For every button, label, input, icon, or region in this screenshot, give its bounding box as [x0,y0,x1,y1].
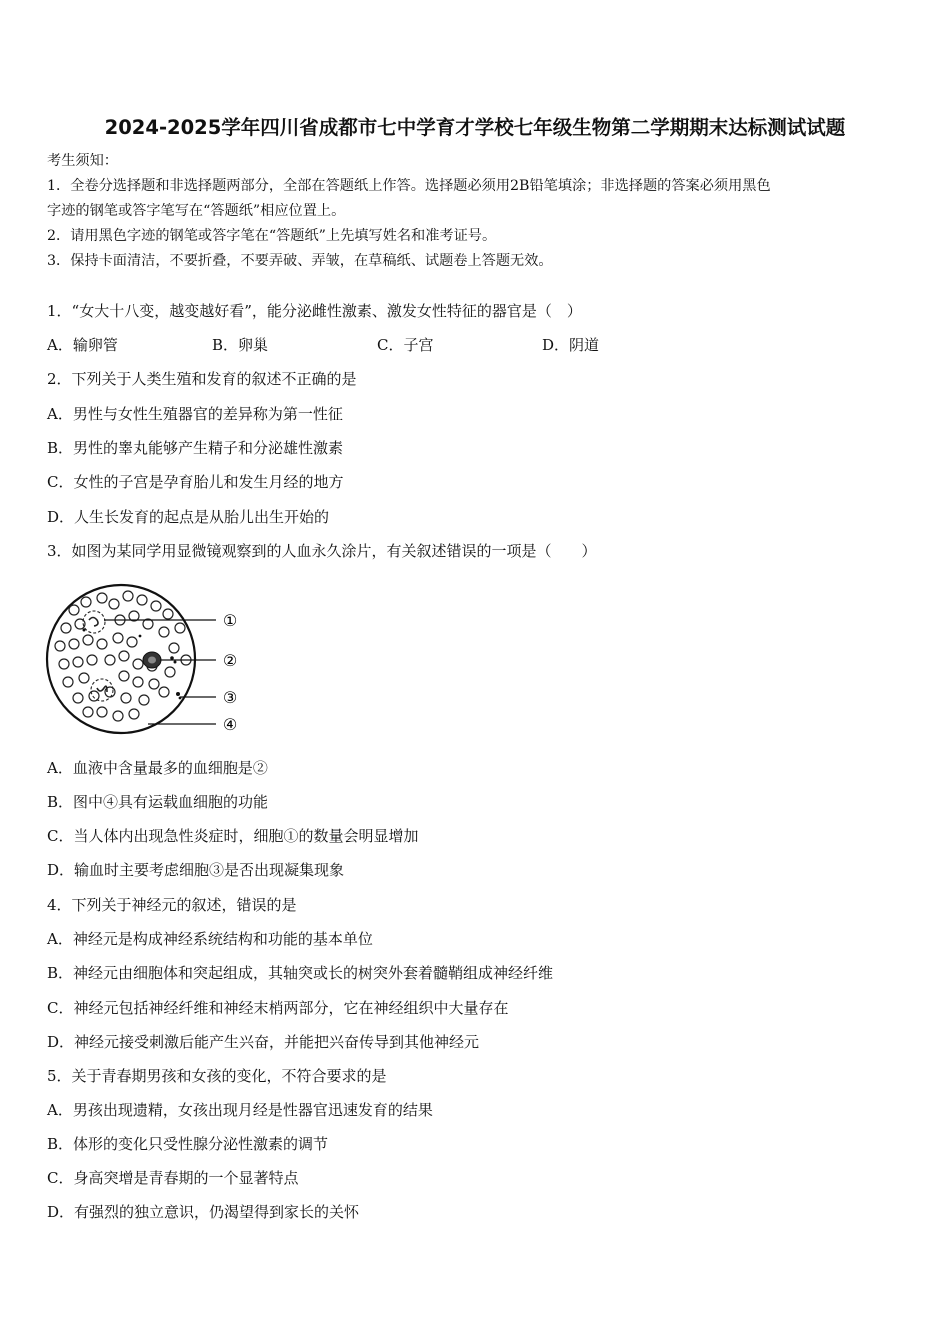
option-d[interactable]: D．输血时主要考虑细胞③是否出现凝集现象 [47,861,345,879]
option-d[interactable]: D．阴道 [542,336,600,354]
blood-smear-figure [44,580,254,740]
option-d[interactable]: D．人生长发育的起点是从胎儿出生开始的 [47,508,330,526]
label-4: ④ [222,715,238,734]
option-a[interactable]: A．男孩出现遗精，女孩出现月经是性器官迅速发育的结果 [47,1101,433,1119]
option-d[interactable]: D．有强烈的独立意识，仍渴望得到家长的关怀 [47,1203,360,1221]
label-3: ③ [222,688,238,707]
question-1-stem: 1．“女大十八变，越变越好看”，能分泌雌性激素、激发女性特征的器官是（ ） [47,302,582,320]
option-b[interactable]: B．神经元由细胞体和突起组成，其轴突或长的树突外套着髓鞘组成神经纤维 [47,964,554,982]
notice-item: 2．请用黑色字迹的钢笔或答字笔在“答题纸”上先填写姓名和准考证号。 [47,228,497,244]
notice-item: 3．保持卡面清洁，不要折叠，不要弄破、弄皱，在草稿纸、试题卷上答题无效。 [47,253,553,269]
option-a[interactable]: A．神经元是构成神经系统结构和功能的基本单位 [47,930,373,948]
option-a[interactable]: A．男性与女性生殖器官的差异称为第一性征 [47,405,343,423]
option-a[interactable]: A．输卵管 [47,336,118,354]
option-c[interactable]: C．子宫 [377,336,434,354]
notice-item: 字迹的钢笔或答字笔写在“答题纸”相应位置上。 [47,203,346,219]
option-a[interactable]: A．血液中含量最多的血细胞是② [47,759,268,777]
option-d[interactable]: D．神经元接受刺激后能产生兴奋，并能把兴奋传导到其他神经元 [47,1033,480,1051]
option-b[interactable]: B．卵巢 [212,336,269,354]
question-3-stem: 3．如图为某同学用显微镜观察到的人血永久涂片，有关叙述错误的一项是（ ） [47,542,597,560]
question-4-stem: 4．下列关于神经元的叙述，错误的是 [47,896,297,914]
option-c[interactable]: C．身高突增是青春期的一个显著特点 [47,1169,299,1187]
question-1-options [47,335,907,355]
option-c[interactable]: C．女性的子宫是孕育胎儿和发生月经的地方 [47,473,344,491]
notice-item: 1．全卷分选择题和非选择题两部分，全部在答题纸上作答。选择题必须用2B铅笔填涂；非选择题的答案必须用黑色 [47,178,771,194]
option-c[interactable]: C．当人体内出现急性炎症时，细胞①的数量会明显增加 [47,827,419,845]
option-b[interactable]: B．男性的睾丸能够产生精子和分泌雄性激素 [47,439,344,457]
page-title: 2024-2025学年四川省成都市七中学育才学校七年级生物第二学期期末达标测试试题 [104,116,846,139]
option-b[interactable]: B．图中④具有运载血细胞的功能 [47,793,269,811]
question-5-stem: 5．关于青春期男孩和女孩的变化，不符合要求的是 [47,1067,387,1085]
notice-heading: 考生须知： [47,153,118,169]
option-c[interactable]: C．神经元包括神经纤维和神经末梢两部分，它在神经组织中大量存在 [47,999,509,1017]
label-1: ① [222,611,238,630]
option-b[interactable]: B．体形的变化只受性腺分泌性激素的调节 [47,1135,329,1153]
label-2: ② [222,651,238,670]
question-2-stem: 2．下列关于人类生殖和发育的叙述不正确的是 [47,370,357,388]
